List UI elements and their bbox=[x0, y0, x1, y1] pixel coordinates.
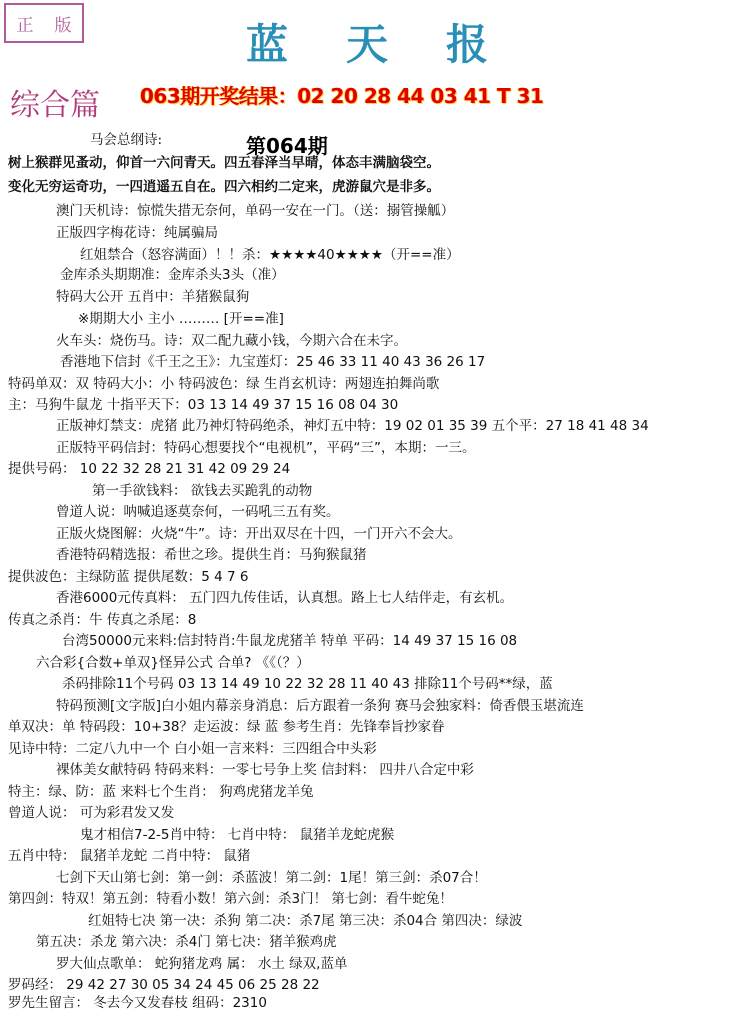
text-line: 裸体美女献特码 特码来料：一零七号争上奖 信封料： 四井八合定中彩 bbox=[56, 762, 474, 778]
text-line: 金库杀头期期准：金库杀头3头（准） bbox=[60, 267, 285, 283]
text-line: 澳门天机诗：惊慌失措无奈何，单码一安在一门。（送：搦管操觚） bbox=[56, 203, 455, 219]
text-line: 特主：绿、防：蓝 来料七个生肖： 狗鸡虎猪龙羊兔 bbox=[8, 784, 314, 800]
text-line: 正版特平码信封：特码心想要找个“电视机”，平码“三”，本期：一三。 bbox=[56, 440, 476, 456]
text-line: 传真之杀肖：牛 传真之杀尾：8 bbox=[8, 612, 197, 628]
text-line: 红姐禁合（怒容满面）！！杀：★★★★40★★★★（开==准） bbox=[80, 247, 460, 263]
section-label: 综合篇 bbox=[10, 88, 100, 123]
text-line: 第一手欲钱料： 欲钱去买跪乳的动物 bbox=[92, 483, 313, 499]
text-line: 特码大公开 五肖中：羊猪猴鼠狗 bbox=[56, 289, 250, 305]
text-line: 曾道人说： 可为彩君发又发 bbox=[8, 805, 175, 821]
draw-result: 063期开奖结果：02 20 28 44 03 41 T 31 bbox=[140, 84, 544, 108]
text-line: 七剑下天山第七剑：第一剑：杀蓝波！第二剑：1尾！第三剑：杀07合！ bbox=[56, 870, 487, 886]
text-line: 罗码经： 29 42 27 30 05 34 24 45 06 25 28 22 bbox=[8, 977, 320, 993]
text-line: 罗大仙点歌单： 蛇狗猪龙鸡 属： 水土 绿双,蓝单 bbox=[56, 956, 348, 972]
text-line: 红姐特七决 第一决：杀狗 第二决：杀7尾 第三决：杀04合 第四决：绿波 bbox=[88, 913, 523, 929]
issue-number: 第064期 bbox=[246, 134, 328, 158]
text-line: 香港特码精选报：希世之珍。提供生肖：马狗猴鼠猪 bbox=[56, 547, 367, 563]
text-line: 单双决：单 特码段：10+38？走运波：绿 蓝 参考生肖：先锋奉旨抄家眷 bbox=[8, 719, 445, 735]
text-line: 主：马狗牛鼠龙 十指平天下：03 13 14 49 37 15 16 08 04 30 bbox=[8, 397, 399, 413]
text-line: ※期期大小 主小 ……… [开==准] bbox=[78, 311, 284, 327]
genuine-badge bbox=[4, 3, 84, 43]
text-line: 香港地下信封《千王之王》：九宝莲灯：25 46 33 11 40 43 36 26 17 bbox=[60, 354, 486, 370]
badge-char-1: 正 bbox=[16, 15, 34, 36]
text-line: 树上猴群见蚤动，仰首一六问青天。四五春泽当早晴，体态丰满脑袋空。 bbox=[8, 155, 440, 171]
text-line: 香港6000元传真料： 五门四九传佳话，认真想。路上七人结伴走，有玄机。 bbox=[56, 590, 514, 606]
text-line: 第五决：杀龙 第六决：杀4门 第七决：猪羊猴鸡虎 bbox=[36, 934, 337, 950]
text-line: 五肖中特： 鼠猪羊龙蛇 二肖中特： 鼠猪 bbox=[8, 848, 251, 864]
text-line: 杀码排除11个号码 03 13 14 49 10 22 32 28 11 40 43 排除11个号码**绿，蓝 bbox=[62, 676, 553, 692]
newspaper-title: 蓝天报 bbox=[246, 20, 547, 69]
text-line: 正版四字梅花诗：纯属骗局 bbox=[56, 225, 218, 241]
text-line: 鬼才相信7-2-5肖中特： 七肖中特： 鼠猪羊龙蛇虎猴 bbox=[80, 827, 395, 843]
text-line: 台湾50000元来料:信封特肖:牛鼠龙虎猪羊 特单 平码：14 49 37 15 16 08 bbox=[62, 633, 518, 649]
text-line: 罗先生留言： 冬去今又发春枝 组码：2310 bbox=[8, 995, 267, 1011]
text-line: 正版火烧图解：火烧“牛”。诗：开出双尽在十四，一门开六不会大。 bbox=[56, 526, 462, 542]
text-line: 特码单双：双 特码大小：小 特码波色：绿 生肖玄机诗：两翅连拍舞尚歌 bbox=[8, 376, 440, 392]
text-line: 正版神灯禁支：虎猪 此乃神灯特码绝杀，神灯五中特：19 02 01 35 39 五个平：27 18 41 48 34 bbox=[56, 418, 649, 434]
text-line: 曾道人说：呐喊追逐莫奈何，一码吼三五有奖。 bbox=[56, 504, 340, 520]
text-line: 火车头：烧伤马。诗：双二配九藏小钱，今期六合在未字。 bbox=[56, 333, 407, 349]
text-line: 提供波色：主绿防蓝 提供尾数：5 4 7 6 bbox=[8, 569, 249, 585]
text-line: 特码预测[文字版]白小姐内幕亲身消息：后方跟着一条狗 赛马会独家料：倚香偎玉堪流连 bbox=[56, 698, 584, 714]
text-line: 提供号码： 10 22 32 28 21 31 42 09 29 24 bbox=[8, 461, 291, 477]
badge-char-2: 版 bbox=[54, 15, 72, 36]
text-line: 变化无穷运奇功，一四逍遥五自在。四六相约二定来，虎游鼠穴是非多。 bbox=[8, 179, 440, 195]
text-line: 见诗中特：二定八九中一个 白小姐一言来料：三四组合中头彩 bbox=[8, 741, 377, 757]
text-line: 六合彩{合数+单双}怪异公式 合单? 《《（？） bbox=[36, 655, 310, 671]
text-line: 第四剑：特双！第五剑：特看小数！第六剑：杀3门！ 第七剑：看牛蛇兔！ bbox=[8, 891, 453, 907]
text-line: 马会总纲诗: bbox=[90, 132, 163, 148]
